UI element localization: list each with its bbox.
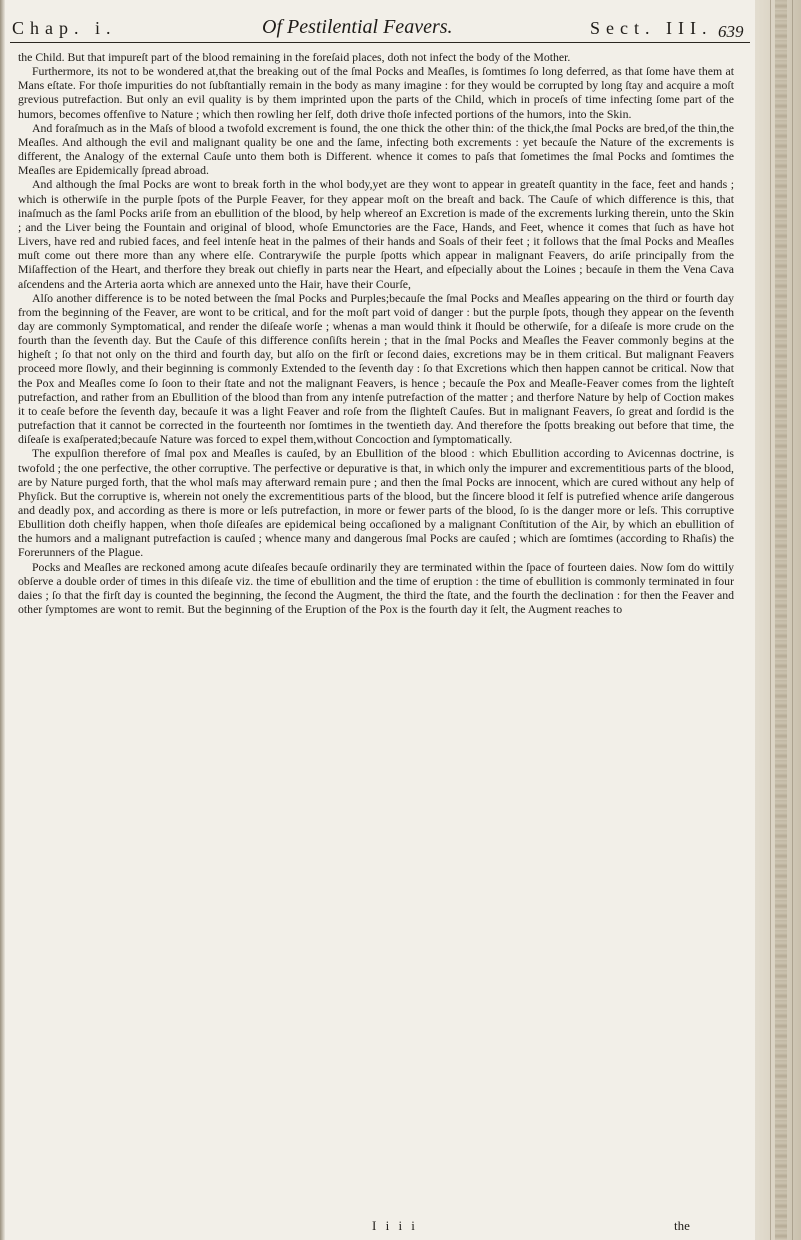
book-edge-line xyxy=(792,0,793,1240)
page-footer xyxy=(0,1218,720,1238)
book-edge-pages xyxy=(775,0,787,1240)
catchword: the xyxy=(674,1218,690,1233)
header-rule xyxy=(10,42,750,43)
running-header xyxy=(12,14,772,44)
body-text xyxy=(18,50,734,616)
page-number: 639 xyxy=(718,22,744,41)
chapter-label: Chap. i. xyxy=(12,18,117,38)
paragraph: And foraſmuch as in the Maſs of blood a twofold excrement is found, the one thick the other thin: of the thick,the ſmal Pocks are bred,of the thin,the Meaſles. And although the evil and malignant quality be one and the ſame, infecting both excrements : yet becauſe the Nature of the excrements is different, the Analogy of the external Cauſe unto them both is Different. whence it comes to paſs that ſometimes the ſmal Pocks and ſomtimes the Meaſles are Epidemically ſpread abroad. xyxy=(18,120,734,178)
book-edge xyxy=(755,0,801,1240)
paragraph: Alſo another difference is to be noted between the ſmal Pocks and Purples;becauſe the ſmal Pocks and Meaſles appearing on the third or fourth day from the beginning of the Feaver, are wont to be critical, and for the moſt part void of danger : but the purple ſpots, though they appear on the ſeventh day are commonly Symptomatical, and render the diſeaſe worſe ; whenas a man would think it ſhould be otherwiſe, for a diſeaſe is more crude on the fourth than the ſeventh day. But the Cauſe of this difference conſiſts herein ; that in the ſmal Pocks and Meaſles the Feaver commonly begins at the higheſt ; ſo that not only on the third and fourth day, but alſo on the firſt or ſecond daies, excretions may be in them critical. But malignant Feavers proceed more ſlowly, and their beginning is commonly Extended to the ſeventh day : ſo that Excretions which then happen cannot be critical. Now that the Pox and Meaſles come ſo ſoon to their ſtate and not the malignant Feavers, is hence ; becauſe the Pox and Meaſle-Feaver comes from the lighteſt putrefaction, and rather from an Ebullition of the blood than from any intenſe putrefaction of the matter ; and therfore Nature by help of Coction makes it to ceaſe before the ſeventh day, becauſe it was a light Feaver and roſe from the ſlighteſt Cauſes. But in malignant Feavers, ſo great and ſordid is the putrefaction that it cannot be corrected in the fourteenth nor ſomtimes in the twentieth day. And therefore the ſpotts breaking out before that time, the diſeaſe is exaſperated;becauſe Nature was forced to expel them,without Concoction and ſymptomatically. xyxy=(18,290,734,447)
paragraph: Pocks and Meaſles are reckoned among acute diſeaſes becauſe ordinarily they are terminated within the ſpace of fourteen daies. Now ſom do wittily obſerve a double order of times in this diſeaſe viz. the time of ebullition and the time of eruption : the time of ebullition is commonly terminated in four daies ; ſo that the firſt day is counted the beginning, the ſecond the Augment, the third the ſtate, and the fourth the declination : for then the Feaver and other ſymptomes are wont to remit. But the beginning of the Eruption of the Pox is the fourth day it ſelt, the Augment reaches to xyxy=(18,559,734,617)
running-title: Of Pestilential Feavers. xyxy=(262,16,453,38)
paragraph: And although the ſmal Pocks are wont to break forth in the whol body,yet are they wont to appear in greateſt quantity in the face, feet and hands ; which is otherwiſe in the purple ſpots of the Purple Feaver, for they appear moſt on the breaſt and back. The Cauſe of which difference is this, that inaſmuch as the ſaml Pocks ariſe from an ebullition of the blood, by help whereof an Excretion is made of the excrements lurking therein, unto the Skin ; and the Liver being the Fountain and original of blood, whoſe Emunctories are the Face, Hands, and Feet, whence it comes that ſuch as have hot Livers, have red and rubied faces, and feel intenſe heat in the palmes of their hands and Soals of their feet ; it follows that the ſmal Pocks and Meaſles muſt come out there more than any where elſe. Contrarywiſe the purple ſpotts which appear in malignant Feavers, do ariſe principally from the Miſaffection of the Heart, and therfore they break out chiefly in parts near the Heart, and eſpecially about the Loines ; becauſe in them the Vena Cava aſcendens and the Arteria aorta which are annexed unto the Hair, have their Courſe, xyxy=(18,177,734,291)
paragraph: the Child. But that impureſt part of the blood remaining in the foreſaid places, doth not infect the body of the Mother. xyxy=(18,50,571,64)
book-edge-line xyxy=(770,0,771,1240)
paragraph: The expulſion therefore of ſmal pox and Meaſles is cauſed, by an Ebullition of the blood : which Ebullition according to Avicennas doctrine, is twofold ; the one perfective, the other corruptive. The perfective or depurative is that, in which only the impurer and excrementitious parts of the blood, are by Nature purged forth, that the whol maſs may afterward remain pure ; and then the ſmal Pocks are innocent, which are cured without any help of Phyſick. But the corruptive is, wherein not onely the excrementitious parts of the blood, but the ſincere blood it ſelf is putrefied whence ariſe dangerous and deadly pox, and according as there is more or leſs putrefaction, in more or fewer parts of the blood, ſo is the danger more or leſs. This corruptive Ebullition doth cheifly happen, when thoſe diſeaſes are epidemical being occaſioned by a malignant Conſtitution of the Air, by which an ebullition of the humors and a malignant putrefaction is cauſed ; whence many and dangerous ſmal Pocks are cauſed ; which are ſomtimes (according to Rhaſis) the Forerunners of the Plague. xyxy=(18,446,734,560)
signature-mark: I i i i xyxy=(372,1218,418,1233)
page-gutter-shadow xyxy=(0,0,5,1240)
paragraph: Furthermore, its not to be wondered at,that the breaking out of the ſmal Pocks and Meaſles, is ſomtimes ſo long deferred, as that ſome have them at Mans eſtate. For thoſe impurities do not ſubſtantially remain in the body as many imagine : for they would be corrupted by long ſtay and acquire a moſt grevious putrefaction. But only an evil quality is by them imprinted upon the parts of the Child, which in proceſs of time infecting ſome part of the humors, becomes offenſive to Nature ; which then rowling her ſelf, doth drive thoſe infected portions of the humors, into the Skin. xyxy=(18,64,734,121)
section-label: Sect. III. xyxy=(590,18,713,38)
